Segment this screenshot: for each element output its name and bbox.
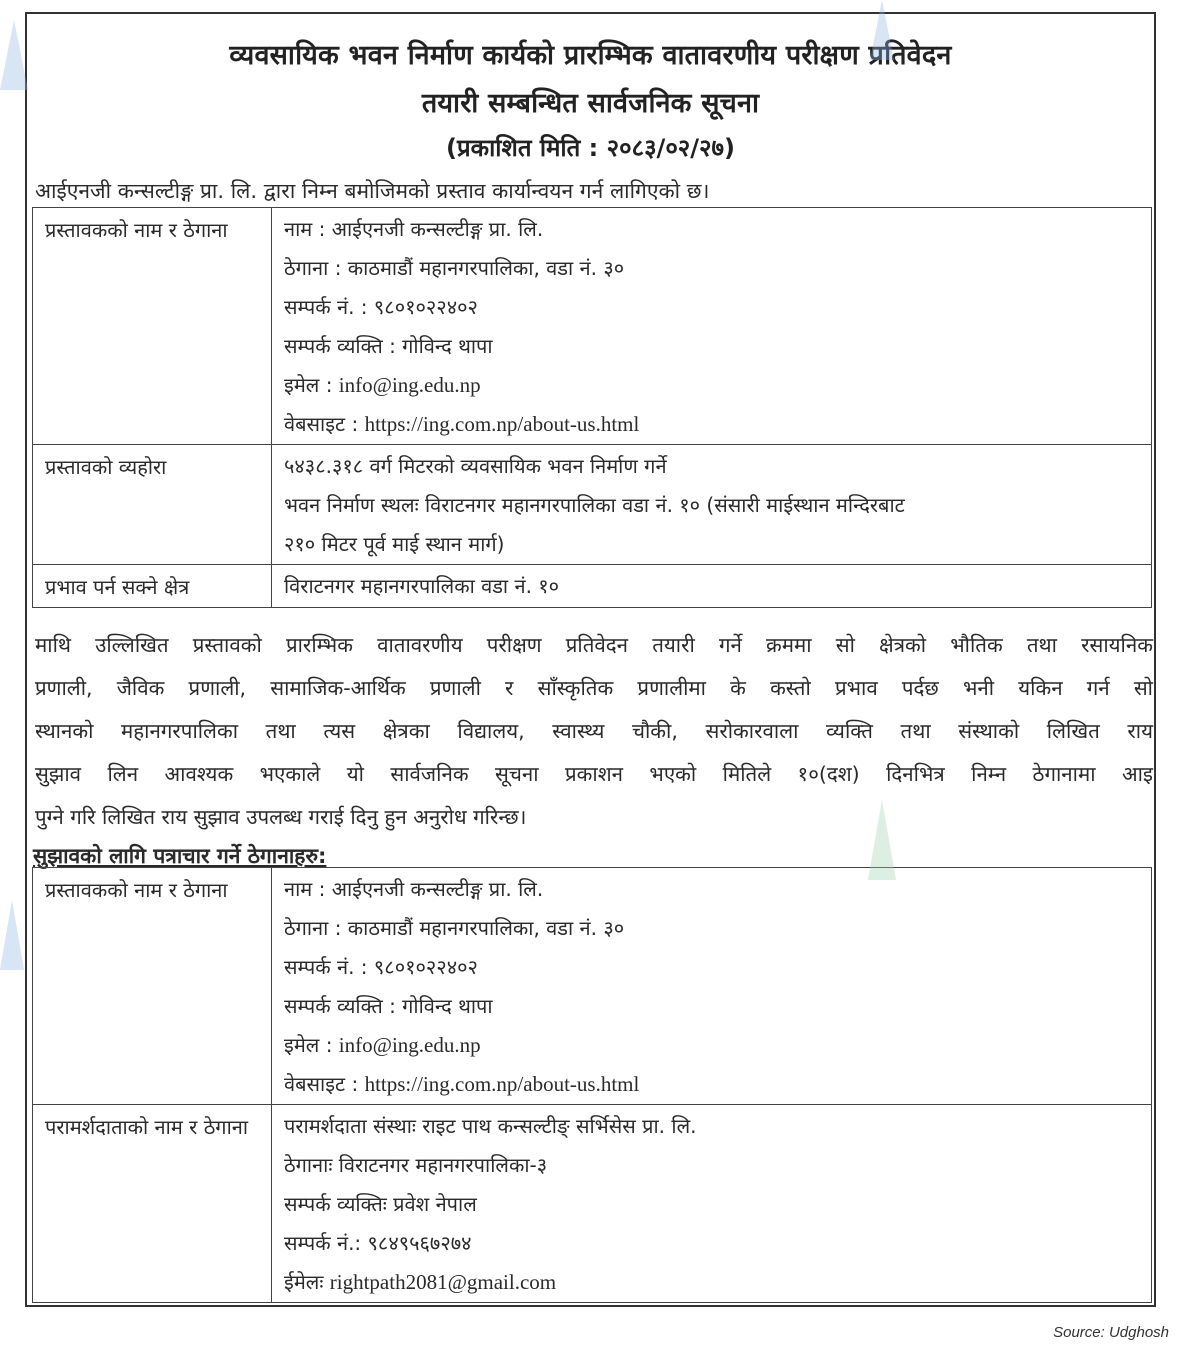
consultant-address: ठेगानाः विराटनगर महानगरपालिका-३ [284, 1153, 548, 1177]
table-row [33, 565, 1152, 608]
consultant-label: परामर्शदाताको नाम र ठेगाना [33, 1105, 272, 1303]
notice-frame [25, 12, 1156, 1307]
consultant-email-row [284, 1263, 1143, 1302]
proponent-email-row [284, 1026, 1143, 1065]
table-row [33, 868, 1152, 1105]
table-row [33, 445, 1152, 565]
website-label: वेबसाइट : [284, 1072, 365, 1096]
watermark-arrow-icon [870, 0, 894, 60]
proponent-contact-person: सम्पर्क व्यक्ति : गोविन्द थापा [284, 334, 493, 358]
table-row [33, 1105, 1152, 1303]
proponent-contact-person: सम्पर्क व्यक्ति : गोविन्द थापा [284, 994, 493, 1018]
notice-paragraph [35, 624, 1153, 839]
consultant-name: परामर्शदाता संस्थाः राइट पाथ कन्सल्टीङ् सर्भिसेस प्रा. लि. [284, 1114, 697, 1138]
proponent-address: ठेगाना : काठमाडौं महानगरपालिका, वडा नं. ३० [284, 916, 625, 940]
proposal-line-1: ५४३८.३१८ वर्ग मिटरको व्यवसायिक भवन निर्माण गर्ने [284, 454, 667, 478]
proponent-website-link[interactable]: https://ing.com.np/about-us.html [364, 412, 640, 436]
paragraph-line-4: सुझाव लिन आवश्यक भएकाले यो सार्वजनिक सूचना प्रकाशन भएको मितिले १०(दश) दिनभित्र निम्न ठेगानामा आइ [35, 762, 1153, 786]
correspondence-table [32, 867, 1152, 1303]
website-label: वेबसाइट : [284, 412, 365, 436]
proponent-label: प्रस्तावकको नाम र ठेगाना [33, 208, 272, 445]
proponent-details [272, 868, 1152, 1105]
email-label: इमेल : [284, 1033, 339, 1057]
proponent-address: ठेगाना : काठमाडौं महानगरपालिका, वडा नं. ३० [284, 256, 625, 280]
watermark-arrow-icon [868, 800, 896, 880]
intro-text: आईएनजी कन्सल्टीङ्ग प्रा. लि. द्वारा निम्न बमोजिमको प्रस्ताव कार्यान्वयन गर्न लागिएको छ। [35, 179, 710, 203]
consultant-phone: सम्पर्क नं.: ९८४९५६७२७४ [284, 1231, 472, 1255]
proponent-phone: सम्पर्क नं. : ९८०१०२२४०२ [284, 295, 478, 319]
source-credit: Source: Udghosh [1053, 1324, 1169, 1341]
proponent-details [272, 208, 1152, 445]
correspondence-heading: सुझावको लागि पत्राचार गर्ने ठेगानाहरु: [33, 844, 327, 868]
watermark-arrow-icon [0, 20, 28, 90]
email-label: ईमेलः [284, 1270, 330, 1294]
proponent-phone: सम्पर्क नं. : ९८०१०२२४०२ [284, 955, 478, 979]
impact-area-label: प्रभाव पर्न सक्ने क्षेत्र [33, 565, 272, 608]
proponent-label: प्रस्तावकको नाम र ठेगाना [33, 868, 272, 1105]
proponent-email-link[interactable]: info@ing.edu.np [338, 1033, 481, 1057]
proposal-details [272, 445, 1152, 565]
proponent-email-link[interactable]: info@ing.edu.np [338, 373, 481, 397]
consultant-contact-person: सम्पर्क व्यक्तिः प्रवेश नेपाल [284, 1192, 477, 1216]
email-label: इमेल : [284, 373, 339, 397]
watermark-arrow-icon [0, 900, 24, 970]
proponent-website-row [284, 405, 1143, 444]
paragraph-line-2: प्रणाली, जैविक प्रणाली, सामाजिक-आर्थिक प्रणाली र साँस्कृतिक प्रणालीमा के कस्तो प्रभाव पर्दछ भनी यकिन गर्न सो [35, 676, 1153, 700]
published-date: (प्रकाशित मिति : २०८३/०२/२७) [446, 134, 735, 162]
consultant-details [272, 1105, 1152, 1303]
proposal-table [32, 207, 1152, 608]
proponent-website-row [284, 1065, 1143, 1104]
proposal-label: प्रस्तावको व्यहोरा [33, 445, 272, 565]
proponent-name: नाम : आईएनजी कन्सल्टीङ्ग प्रा. लि. [284, 217, 544, 241]
proposal-line-3: २१० मिटर पूर्व माई स्थान मार्ग) [284, 532, 505, 556]
proponent-name: नाम : आईएनजी कन्सल्टीङ्ग प्रा. लि. [284, 877, 544, 901]
notice-title-line-1: व्यवसायिक भवन निर्माण कार्यको प्रारम्भिक वातावरणीय परीक्षण प्रतिवेदन [229, 40, 952, 71]
proposal-line-2: भवन निर्माण स्थलः विराटनगर महानगरपालिका वडा नं. १० (संसारी माईस्थान मन्दिरबाट [284, 493, 905, 517]
paragraph-line-5: पुग्ने गरि लिखित राय सुझाव उपलब्ध गराई दिनु हुन अनुरोध गरिन्छ। [35, 805, 527, 829]
consultant-email-link[interactable]: rightpath2081@gmail.com [329, 1270, 557, 1294]
paragraph-line-3: स्थानको महानगरपालिका तथा त्यस क्षेत्रका विद्यालय, स्वास्थ्य चौकी, सरोकारवाला व्यक्ति तथा संस्थाको लिखित राय [35, 719, 1153, 743]
proponent-email-row [284, 366, 1143, 405]
paragraph-line-1: माथि उल्लिखित प्रस्तावको प्रारम्भिक वातावरणीय परीक्षण प्रतिवेदन तयारी गर्ने क्रममा सो क्षेत्रको भौतिक तथा रसायनिक [35, 633, 1153, 657]
proponent-website-link[interactable]: https://ing.com.np/about-us.html [364, 1072, 640, 1096]
impact-area-value: विराटनगर महानगरपालिका वडा नं. १० [272, 565, 1152, 608]
notice-title-block [27, 14, 1154, 168]
table-row [33, 208, 1152, 445]
notice-title-line-2: तयारी सम्बन्धित सार्वजनिक सूचना [421, 88, 760, 119]
